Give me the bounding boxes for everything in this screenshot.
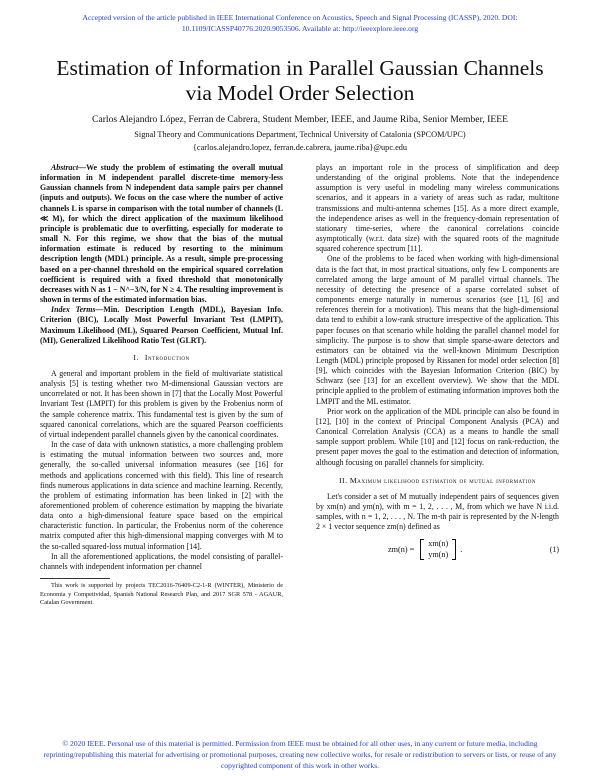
section-title: Introduction bbox=[144, 352, 190, 362]
paragraph-prior-work: Prior work on the application of the MDL principle can also be found in [12], [10] in the context of Principal Component Analysis (PCA) and Canonical Correlation Analysis (CCA) as a means to handle the small sample support problem. While [10] and [12] focus on rank-reduction, the present paper moves the goal to the estimation and detection of information, although focusing on parallel channels for simplicity. bbox=[316, 406, 559, 467]
section-heading-ml-estimation bbox=[324, 476, 551, 486]
footnote-divider bbox=[40, 578, 110, 579]
section-number: I. bbox=[133, 352, 139, 362]
vector-bottom-entry: ym(n) bbox=[428, 549, 449, 559]
copyright-notice: © 2020 IEEE. Personal use of this material is permitted. Permission from IEEE must be obtained for all other uses, in any current or future media, including reprinting/republishing this material for advertising or promotional purposes, creating new collective works, for resale or redistribution to servers or lists, or reuse of any copyrighted component of this work in other works. bbox=[43, 739, 557, 770]
paragraph-continued: plays an important role in the process of simplification and deep understanding of the original problems. Note that the independence assumption is very useful in modeling many wireless communications scenarios, and it appears in a variety of areas such as radar, multitone transmissions and multi-antenna schemes [15]. As a more direct example, the independence arises as well in the frequency-domain representation of stationary time-series, where the canonical correlations coincide asymptotically (w.r.t. data size) with the squared roots of the magnitude squared coherence spectrum [11]. bbox=[316, 163, 559, 254]
left-column bbox=[40, 163, 283, 721]
section-heading-introduction bbox=[40, 353, 283, 363]
abstract bbox=[40, 163, 283, 305]
intro-paragraph-1: A general and important problem in the field of multivariate statistical analysis [5] is testing whether two M-dimensional Gaussian vectors are uncorrelated or not. It has been shown in [7] that the Locally Most Powerful Invariant Test (LMPIT) for this problem is given by the Frobenius norm of the sample coherence matrix. This fundamental test is given by the sum of squared canonical correlations, which are the squared Pearson coefficients of virtual independent parallel channels given by the canonical coordinates. bbox=[40, 368, 283, 439]
equation-period: . bbox=[460, 544, 463, 554]
equation-lhs: zm(n) = bbox=[388, 544, 415, 554]
abstract-text: We study the problem of estimating the overall mutual information in M independent parallel discrete-time memory-less Gaussian channels from N independent data sample pairs per channel (inputs and outputs). We focus on the case where the number of active channels L is sparse in comparison with the total number of channels (L ≪ M), for which the direct application of the maximum likelihood principle is problematic due to overfitting, especially for moderate to small N. For this regime, we show that the bias of the mutual information estimate is reduced by resorting to the minimum description length (MDL) principle. As a result, simple pre-processing based on a per-channel threshold on the empirical squared correlation coefficient is required with a fixed threshold that monotonically decreases with N as 1 − N^−3/N, for N ≥ 4. The resulting improvement is shown in terms of the estimated information bias. bbox=[40, 163, 283, 305]
section-title: Maximum likelihood estimation of mutual information bbox=[349, 475, 537, 485]
equation-number: (1) bbox=[549, 545, 559, 555]
section-number: II. bbox=[338, 475, 348, 485]
paragraph-high-dimensional: One of the problems to be faced when working with high-dimensional data is the fact that, in most practical situations, only few L components are correlated among the large amount of M parallel virtual channels. The necessity of detecting the presence of a sparse correlated subset of components emerge naturally in numerous scenarios (see [1], [6] and references therein for a motivation). This means that the high-dimensional data tend to exhibit a low-rank structure irrespective of the application. This paper focuses on that scenario while holding the parallel channel model for simplicity. The purpose is to show that simple sparse-aware detectors and estimators can be obtained via the well-known Minimum Description Length (MDL) principle proposed by Rissanen for model order selection [8] [9], which coincides with the Bayesian Information Criterion (BIC) by Schwarz (see [13] for an excellent overview). We show that the MDL principle applied to the problem of estimating information improves both the LMPIT and the ML estimator. bbox=[316, 254, 559, 406]
intro-paragraph-2: In the case of data with unknown statistics, a more challenging problem is estimating the mutual information between two sources and, more generally, the so-called universal information measures (see [16] for methods and applications concerned with this field). This line of research finds numerous applications in data science and machine learning. Recently, the problem of estimating information has been linked in [2] with the aforementioned problem of coherence estimation by mapping the bivariate data onto a high-dimensional feature space based on the empirical characteristic function. In particular, the Frobenius norm of the coherence matrix computed after this high-dimensional mapping converges with M to the so-called squared-loss mutual information [14]. bbox=[40, 440, 283, 551]
paragraph-model-definition: Let's consider a set of M mutually independent pairs of sequences given by xm(n) and ym(n), with m = 1, 2, . . . , M, from which we have N i.i.d. samples, with n = 1, 2, . . . , N. The m-th pair is represented by the N-length 2 × 1 vector sequence zm(n) defined as bbox=[316, 491, 559, 532]
index-terms bbox=[40, 305, 283, 346]
equation-vector bbox=[420, 539, 456, 560]
author-list: Carlos Alejandro López, Ferran de Cabrera, Student Member, IEEE, and Jaume Riba, Senior Member, IEEE bbox=[92, 114, 508, 125]
author-emails: {carlos.alejandro.lopez, ferran.de.cabrera, jaume.riba}@upc.edu bbox=[192, 143, 408, 152]
index-terms-label: Index Terms— bbox=[51, 305, 104, 315]
funding-footnote: This work is supported by projects TEC2016-76409-C2-1-R (WINTER), Ministerio de Economia y Competividad, Spanish National Research Plan, and 2017 SGR 578 - AGAUR, Catalan Government. bbox=[40, 582, 283, 607]
equation-body bbox=[388, 539, 462, 560]
index-terms-text: Min. Description Length (MDL), Bayesian Info. Criterion (BIC), Locally Most Powerful Invariant Test (LMPIT), Maximum Likelihood (ML), Squared Pearson Coefficient, Mutual Inf. (MI), Generalized Likelihood Ratio Test (GLRT). bbox=[40, 305, 284, 345]
abstract-label: Abstract— bbox=[51, 163, 87, 172]
right-column bbox=[316, 163, 559, 729]
intro-paragraph-3: In all the aforementioned applications, the model consisting of parallel-channels with independent information per channel bbox=[40, 551, 283, 571]
accepted-version-notice: Accepted version of the article published in IEEE International Conference on Acoustics, Speech and Signal Processing (ICASSP), 2020. DOI: 10.1109/ICASSP40776.2020.9053506. Available at: http://ieeexplore.ieee.org bbox=[82, 13, 518, 33]
paper-title: Estimation of Information in Parallel Gaussian Channels via Model Order Selection bbox=[56, 56, 544, 105]
affiliation: Signal Theory and Communications Department, Technical University of Catalonia (SPCOM/UPC) bbox=[134, 130, 466, 139]
equation-1 bbox=[316, 537, 559, 563]
vector-top-entry: xm(n) bbox=[428, 539, 449, 549]
